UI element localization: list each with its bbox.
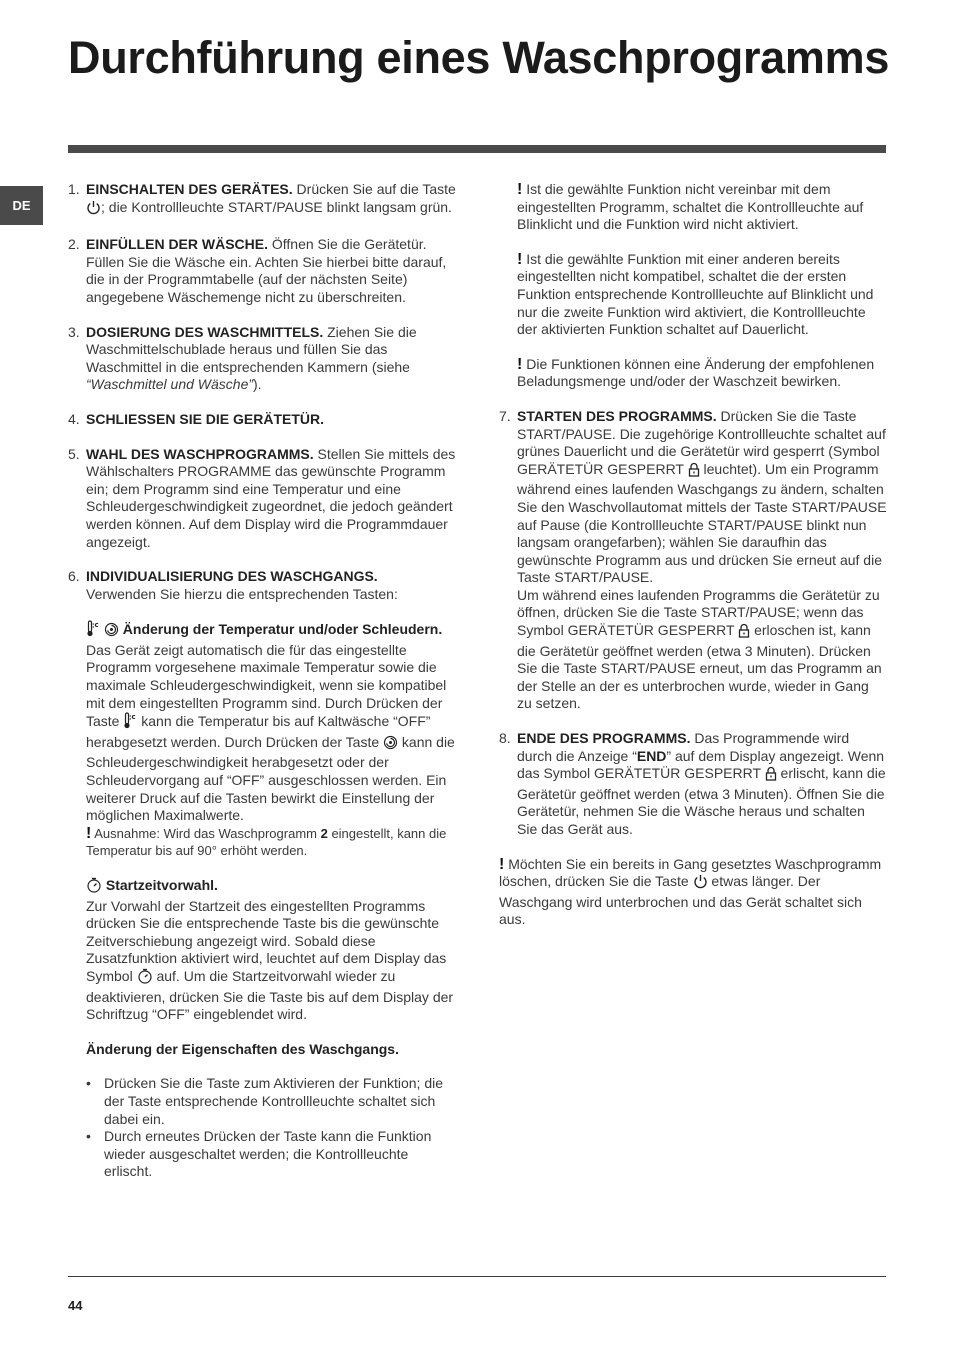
step-number: 4. <box>68 410 80 427</box>
exception-note: ! Ausnahme: Wird das Waschprogramm 2 eingestellt, kann die Temperatur bis auf 90° erhöht werden. <box>86 824 447 859</box>
step-heading: WAHL DES WASCHPROGRAMMS. <box>86 445 314 462</box>
exclamation-icon: ! <box>499 855 505 873</box>
left-column <box>68 181 458 1181</box>
step-number: 3. <box>68 323 80 340</box>
list-item: • Durch erneutes Drücken der Taste kann die Funktion wieder ausgeschaltet werden; die Kontrollleuchte erlischt. <box>86 1128 432 1180</box>
step-heading: EINFÜLLEN DER WÄSCHE. <box>86 236 268 253</box>
warning-note-1: ! Ist die gewählte Funktion nicht vereinbar mit dem eingestellten Programm, schaltet die Kontrollleuchte auf Blinklicht und die Funktion wird nicht aktiviert. <box>517 181 864 233</box>
step-number: 6. <box>68 568 80 585</box>
step-text: Öffnen Sie die Gerätetür. Füllen Sie die Wäsche ein. Achten Sie hierbei bitte darauf, die in der Programmtabelle (auf der nächsten Seite) angegebene Wäschemenge nicht zu überschreiten. <box>86 236 447 305</box>
properties-heading: Änderung der Eigenschaften des Waschgangs. <box>86 1040 399 1057</box>
lock-icon <box>688 462 700 482</box>
temperature-spin-text: kann die Temperatur bis auf Kaltwäsche “OFF” herabgesetzt werden. Durch Drücken der Taste <box>86 713 431 750</box>
step-5 <box>68 446 458 552</box>
step-heading: ENDE DES PROGRAMMS. <box>517 730 691 747</box>
step-1 <box>68 181 458 219</box>
temperature-spin-section <box>86 620 458 860</box>
power-icon <box>86 200 101 220</box>
warning-note-3: ! Die Funktionen können eine Änderung der empfohlenen Beladungsmenge und/oder der Waschzeit bewirken. <box>517 355 875 390</box>
step-text: Ziehen Sie die Waschmittelschublade heraus und füllen Sie das Waschmittel in die entsprechenden Kammern (siehe <box>86 323 417 375</box>
language-tab: DE <box>0 186 43 225</box>
step-3 <box>68 324 458 394</box>
step-heading: STARTEN DES PROGRAMMS. <box>517 407 717 424</box>
step-number: 7. <box>499 407 511 424</box>
lock-icon <box>765 766 777 786</box>
exclamation-icon: ! <box>517 250 523 268</box>
step-number: 8. <box>499 730 511 747</box>
page-title: Durchführung eines Waschprogramms <box>68 32 890 83</box>
exclamation-icon: ! <box>86 824 92 842</box>
warning-note-2: ! Ist die gewählte Funktion mit einer anderen bereits eingestellten nicht kompatibel, schaltet die der ersten Funktion entsprechende Kontrollleuchte auf Blinklicht und nur die zweite Funktion wird aktiviert, die Kontrollleuchte der aktivierten Funktion schaltet auf Dauerlicht. <box>517 250 874 338</box>
title-underline <box>68 145 886 153</box>
timer-section <box>86 877 458 1024</box>
exclamation-icon: ! <box>517 355 523 373</box>
step-text: Verwenden Sie hierzu die entsprechenden Tasten: <box>86 585 398 602</box>
step-text: ; die Kontrollleuchte START/PAUSE blinkt langsam grün. <box>101 198 452 215</box>
warning-note-4: ! Möchten Sie ein bereits in Gang gesetztes Waschprogramm löschen, drücken Sie die Taste etwas länger. Der Waschgang wird unterbrochen und das Gerät schaltet sich aus. <box>499 855 882 928</box>
step-7: 7. STARTEN DES PROGRAMMS. Drücken Sie die Taste START/PAUSE. Die zugehörige Kontrollleuchte schaltet auf grünes Dauerlicht und die Gerätetür wird gesperrt (Symbol GERÄTETÜR GESPERRT leuchtet). Um ein Programm während eines laufenden Waschgangs zu ändern, schalten Sie den Waschvollautomat mittels der Taste START/PAUSE auf Pause (die Kontrollleuchte START/PAUSE blinkt nun langsam orangefarben); wählen Sie daraufhin das gewünschte Programm aus und drücken Sie erneut auf die Taste START/PAUSE. Um während eines laufenden Programms die Gerätetür zu öffnen, drücken Sie die Taste START/PAUSE; wenn das Symbol GERÄTETÜR GESPERRT erloschen ist, kann die Gerätetür geöffnet werden (etwa 3 Minuten). Drücken Sie die Taste START/PAUSE erneut, um das Programm an der Stelle an der es unterbrochen wurde, wieder in Gang zu setzen. <box>499 407 887 712</box>
svg-text:c: c <box>94 621 99 630</box>
temperature-spin-heading: Änderung der Temperatur und/oder Schleudern. <box>122 621 443 638</box>
list-item: • Drücken Sie die Taste zum Aktivieren der Funktion; die der Taste entsprechende Kontrollleuchte schaltet sich dabei ein. <box>86 1075 444 1127</box>
step-heading: SCHLIESSEN SIE DIE GERÄTETÜR. <box>86 410 325 427</box>
display-end-text: END <box>636 747 667 764</box>
timer-icon <box>137 968 153 989</box>
power-icon <box>693 874 708 894</box>
step-2 <box>68 236 458 306</box>
exclamation-icon: ! <box>517 181 523 198</box>
properties-bullets <box>86 1075 458 1181</box>
step-text: ). <box>253 376 262 393</box>
spin-icon <box>383 735 398 755</box>
timer-icon <box>86 877 102 898</box>
right-column <box>499 181 887 946</box>
reference-link-text: “Waschmittel und Wäsche” <box>86 376 254 393</box>
step-number: 2. <box>68 236 80 253</box>
step-text: Drücken Sie auf die Taste <box>292 181 456 197</box>
lock-icon <box>738 623 750 643</box>
step-4 <box>68 411 458 429</box>
step-heading: INDIVIDUALISIERUNG DES WASCHGANGS. <box>86 568 378 585</box>
step-text: Um während eines laufenden Programms die Gerätetür zu öffnen, drücken Sie die Taste START/PAUSE; wenn das Symbol GERÄTETÜR GESPERRT erloschen ist, kann die Gerätetür geöffnet werden (etwa 3 Minuten). Drücken Sie die Taste START/PAUSE erneut, um das Programm an der Stelle an der es unterbrochen wurde, wieder in Gang zu setzen. <box>517 586 882 712</box>
step-heading: EINSCHALTEN DES GERÄTES. <box>86 181 293 197</box>
step-number: 5. <box>68 445 80 462</box>
step-number: 1. <box>68 181 80 197</box>
timer-heading: Startzeitvorwahl. <box>105 877 218 893</box>
spin-icon <box>104 622 119 642</box>
thermometer-celsius-icon <box>86 620 100 642</box>
timer-text: Zur Vorwahl der Startzeit des eingestellten Programms drücken Sie die entsprechende Taste bis die gewünschte Zeitverschiebung angezeigt wird. Sobald diese Zusatzfunktion aktiviert wird, leuchtet auf dem Display das Symbol auf. Um die Startzeitvorwahl wieder zu deaktivieren, drücken Sie die Taste bis auf dem Display der Schriftzug “OFF” eingeblendet wird. <box>86 897 454 1023</box>
step-8: 8. ENDE DES PROGRAMMS. Das Programmende wird durch die Anzeige “END” auf dem Display angezeigt. Wenn das Symbol GERÄTETÜR GESPERRT erlischt, kann die Gerätetür geöffnet werden (etwa 3 Minuten). Öffnen Sie die Gerätetür, nehmen Sie die Wäsche heraus und schalten Sie das Gerät aus. <box>499 730 886 837</box>
temperature-spin-text: Das Gerät zeigt automatisch die für das eingestellte Programm vorgesehene maximale Temperatur sowie die maximale Schleudergeschwindigkeit, wenn sie kompatibel mit dem eingestellten Programm sind. Durch Drücken der Taste <box>86 641 447 730</box>
thermometer-celsius-icon <box>123 712 137 734</box>
footer-rule <box>68 1276 886 1277</box>
svg-text:c: c <box>131 713 137 722</box>
step-text: Stellen Sie mittels des Wählschalters PROGRAMME das gewünschte Programm ein; dem Programm sind eine Temperatur und eine Schleudergeschwindigkeit zugeordnet, die jedoch geändert werden können. Auf dem Display wird die Programmdauer angezeigt. <box>86 445 456 550</box>
page-number: 44 <box>68 1298 83 1313</box>
temperature-spin-text: kann die Schleudergeschwindigkeit herabgesetzt oder der Schleudervorgang auf “OFF” ausgeschlossen werden. Ein weiterer Druck auf die Tasten bewirkt die Einstellung der möglichen Maximalwerte. <box>86 733 455 824</box>
step-heading: DOSIERUNG DES WASCHMITTELS. <box>86 323 324 340</box>
step-6 <box>68 568 458 1181</box>
